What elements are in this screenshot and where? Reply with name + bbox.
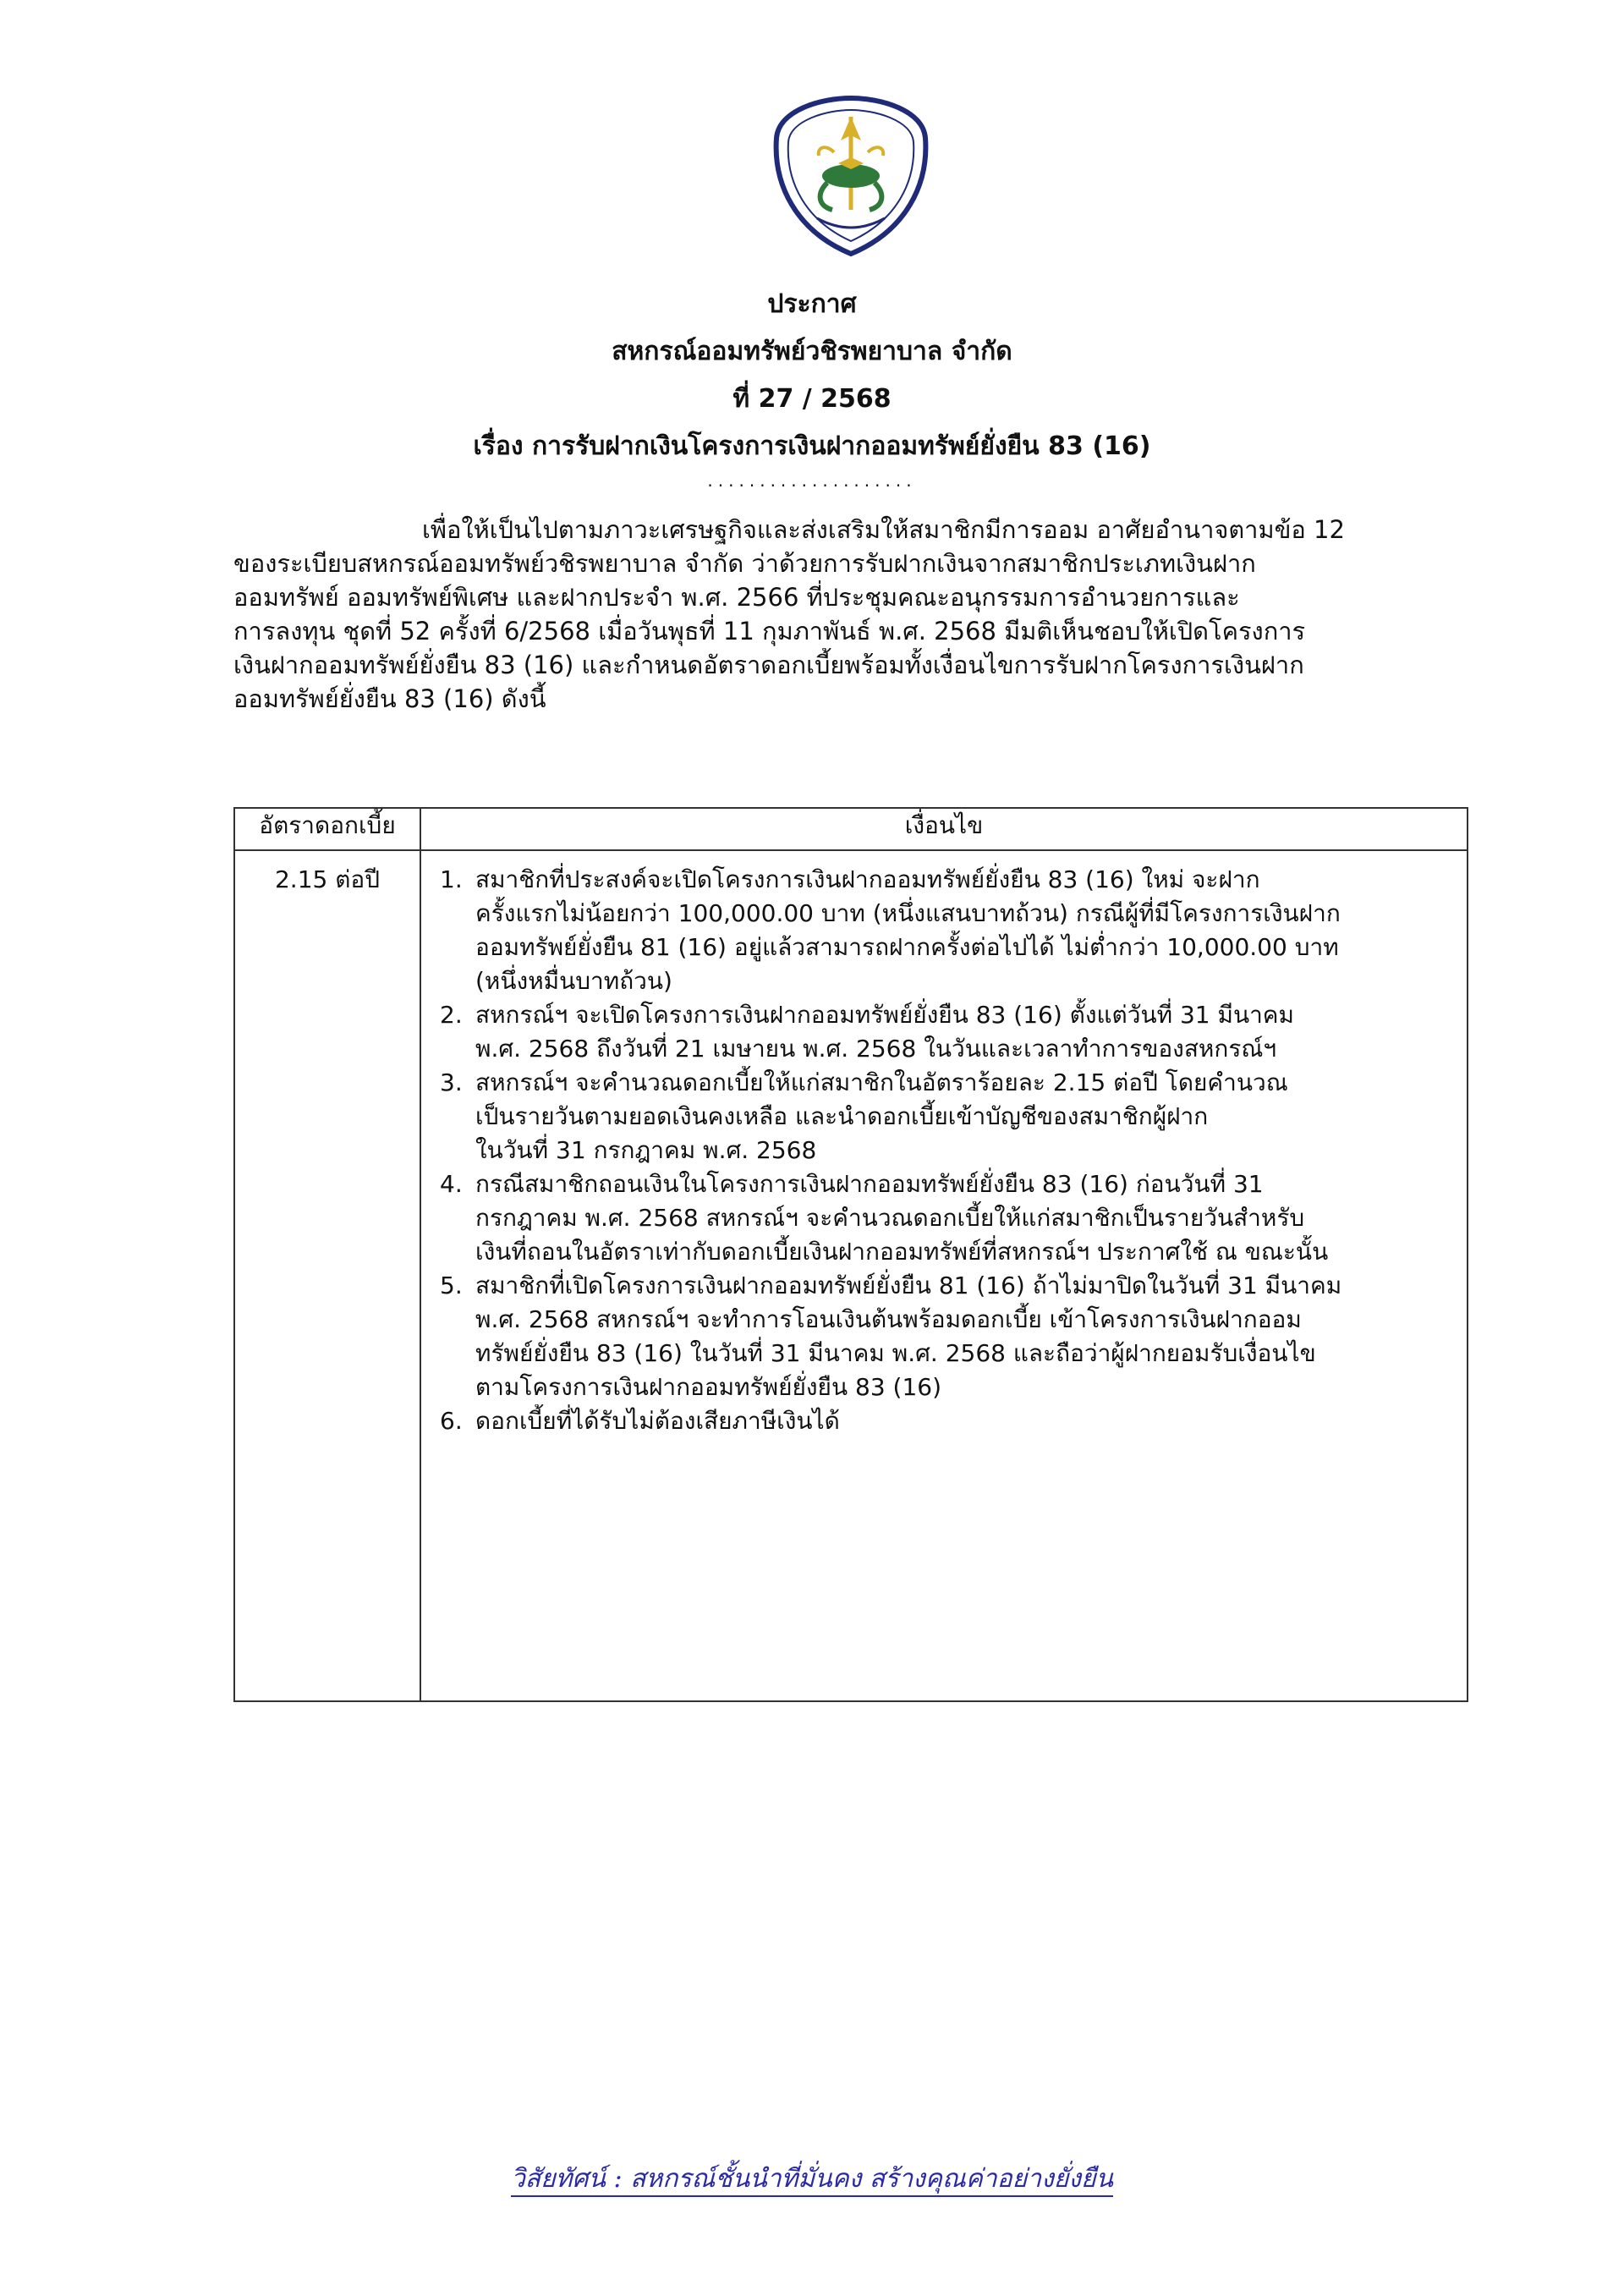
announcement-subject: เรื่อง การรับฝากเงินโครงการเงินฝากออมทรัพย์ยั่งยืน 83 (16) [473, 431, 1151, 461]
condition-line: พ.ศ. 2568 ถึงวันที่ 21 เมษายน พ.ศ. 2568 ในวันและเวลาทำการของสหกรณ์ฯ [475, 1035, 1277, 1063]
condition-number: 4. [440, 1170, 463, 1198]
condition-line: กรกฎาคม พ.ศ. 2568 สหกรณ์ฯ จะคำนวณดอกเบี้ยให้แก่สมาชิกเป็นรายวันสำหรับ [475, 1204, 1305, 1232]
condition-line: เป็นรายวันตามยอดเงินคงเหลือ และนำดอกเบี้ยเข้าบัญชีของสมาชิกผู้ฝาก [475, 1102, 1209, 1130]
interest-rate-value: 2.15 ต่อปี [234, 850, 420, 1701]
condition-line: (หนึ่งหมื่นบาทถ้วน) [475, 967, 672, 995]
condition-item-3 [440, 1066, 1455, 1167]
intro-line: ออมทรัพย์ยั่งยืน 83 (16) ดังนี้ [233, 684, 546, 713]
condition-number: 6. [440, 1407, 463, 1435]
condition-item-1 [440, 863, 1455, 998]
condition-item-4 [440, 1167, 1455, 1269]
condition-line: ในวันที่ 31 กรกฎาคม พ.ศ. 2568 [475, 1136, 817, 1164]
condition-item-6 [440, 1404, 1455, 1438]
intro-line: เงินฝากออมทรัพย์ยั่งยืน 83 (16) และกำหนดอัตราดอกเบี้ยพร้อมทั้งเงื่อนไขการรับฝากโครงการเงินฝาก [233, 651, 1304, 679]
condition-line: สมาชิกที่ประสงค์จะเปิดโครงการเงินฝากออมทรัพย์ยั่งยืน 83 (16) ใหม่ จะฝาก [475, 865, 1260, 893]
condition-line: ออมทรัพย์ยั่งยืน 81 (16) อยู่แล้วสามารถฝากครั้งต่อไปได้ ไม่ต่ำกว่า 10,000.00 บาท [475, 933, 1339, 961]
condition-line: พ.ศ. 2568 สหกรณ์ฯ จะทำการโอนเงินต้นพร้อมดอกเบี้ย เข้าโครงการเงินฝากออม [475, 1305, 1302, 1333]
condition-line: เงินที่ถอนในอัตราเท่ากับดอกเบี้ยเงินฝากออมทรัพย์ที่สหกรณ์ฯ ประกาศใช้ ณ ขณะนั้น [475, 1238, 1329, 1266]
announcement-number: ที่ 27 / 2568 [732, 384, 892, 414]
announcement-title: ประกาศ [767, 289, 857, 319]
condition-item-2 [440, 998, 1455, 1066]
vision-footer [0, 2159, 1624, 2199]
intro-line: ออมทรัพย์ ออมทรัพย์พิเศษ และฝากประจำ พ.ศ. 2566 ที่ประชุมคณะอนุกรรมการอำนวยการและ [233, 583, 1240, 612]
conditions-column-header: เงื่อนไข [420, 808, 1468, 850]
condition-line: ดอกเบี้ยที่ได้รับไม่ต้องเสียภาษีเงินได้ [475, 1407, 840, 1435]
organization-name: สหกรณ์ออมทรัพย์วชิรพยาบาล จำกัด [612, 337, 1012, 366]
intro-line: การลงทุน ชุดที่ 52 ครั้งที่ 6/2568 เมื่อวันพุธที่ 11 กุมภาพันธ์ พ.ศ. 2568 มีมติเห็นชอบให้เปิดโครงการ [233, 617, 1306, 645]
condition-line: กรณีสมาชิกถอนเงินในโครงการเงินฝากออมทรัพย์ยั่งยืน 83 (16) ก่อนวันที่ 31 [475, 1170, 1264, 1198]
condition-line: ตามโครงการเงินฝากออมทรัพย์ยั่งยืน 83 (16) [475, 1373, 942, 1401]
condition-item-5 [440, 1269, 1455, 1404]
intro-line: ของระเบียบสหกรณ์ออมทรัพย์วชิรพยาบาล จำกัด ว่าด้วยการรับฝากเงินจากสมาชิกประเภทเงินฝาก [233, 549, 1256, 578]
condition-line: ทรัพย์ยั่งยืน 83 (16) ในวันที่ 31 มีนาคม พ.ศ. 2568 และถือว่าผู้ฝากยอมรับเงื่อนไข [475, 1339, 1316, 1367]
condition-line: สมาชิกที่เปิดโครงการเงินฝากออมทรัพย์ยั่งยืน 81 (16) ถ้าไม่มาปิดในวันที่ 31 มีนาคม [475, 1272, 1342, 1299]
conditions-list [420, 850, 1468, 1701]
table-row [234, 850, 1468, 1701]
condition-number: 1. [440, 865, 463, 893]
table-header-row [234, 808, 1468, 850]
intro-line: เพื่อให้เป็นไปตามภาวะเศรษฐกิจและส่งเสริมให้สมาชิกมีการออม อาศัยอำนาจตามข้อ 12 [422, 515, 1345, 544]
title-separator: .................... [707, 470, 917, 491]
conditions-table [233, 807, 1468, 1702]
condition-number: 5. [440, 1272, 463, 1299]
rate-column-header: อัตราดอกเบี้ย [234, 808, 420, 850]
vision-statement: วิสัยทัศน์ : สหกรณ์ชั้นนำที่มั่นคง สร้างคุณค่าอย่างยั่งยืน [511, 2164, 1113, 2197]
condition-line: สหกรณ์ฯ จะคำนวณดอกเบี้ยให้แก่สมาชิกในอัตราร้อยละ 2.15 ต่อปี โดยคำนวณ [475, 1068, 1288, 1096]
intro-paragraph [233, 513, 1465, 716]
cooperative-seal-logo [766, 91, 935, 261]
condition-line: สหกรณ์ฯ จะเปิดโครงการเงินฝากออมทรัพย์ยั่งยืน 83 (16) ตั้งแต่วันที่ 31 มีนาคม [475, 1001, 1294, 1029]
condition-line: ครั้งแรกไม่น้อยกว่า 100,000.00 บาท (หนึ่งแสนบาทถ้วน) กรณีผู้ที่มีโครงการเงินฝาก [475, 899, 1341, 927]
condition-number: 2. [440, 1001, 463, 1029]
condition-number: 3. [440, 1068, 463, 1096]
